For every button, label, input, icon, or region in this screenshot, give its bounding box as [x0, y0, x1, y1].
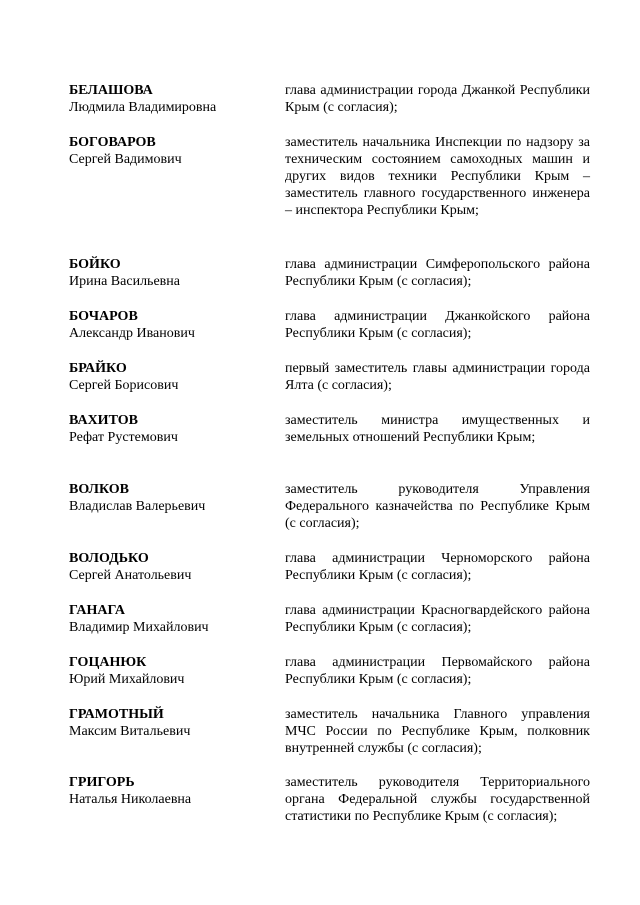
member-given-name: Сергей Борисович: [69, 378, 179, 393]
member-role: заместитель начальника Инспекции по надзору за техническим состоянием самоходных машин и других видов техники Республики Крым – заместитель главного государственного инженера – инспектора Республики Крым;: [285, 135, 590, 218]
member-role: глава администрации Симферопольского района Республики Крым (с согласия);: [285, 257, 590, 289]
member-person: [69, 654, 274, 688]
member-role: глава администрации Черноморского района Республики Крым (с согласия);: [285, 551, 590, 583]
member-given-name: Рефат Рустемович: [69, 430, 178, 445]
member-role: первый заместитель главы администрации города Ялта (с согласия);: [285, 361, 590, 393]
member-person: [69, 82, 274, 116]
member-person: [69, 774, 274, 808]
member-surname: БРАЙКО: [69, 361, 127, 376]
member-surname: БОЙКО: [69, 257, 121, 272]
member-surname: ГРИГОРЬ: [69, 775, 135, 790]
member-surname: ГРАМОТНЫЙ: [69, 707, 164, 722]
member-role: глава администрации города Джанкой Республики Крым (с согласия);: [285, 83, 590, 115]
member-person: [69, 602, 274, 636]
member-given-name: Владислав Валерьевич: [69, 499, 206, 514]
member-role: глава администрации Красногвардейского района Республики Крым (с согласия);: [285, 603, 590, 635]
member-surname: ВОЛОДЬКО: [69, 551, 149, 566]
member-given-name: Наталья Николаевна: [69, 792, 192, 807]
member-role: глава администрации Первомайского района Республики Крым (с согласия);: [285, 655, 590, 687]
member-person: [69, 360, 274, 394]
member-surname: ВАХИТОВ: [69, 413, 138, 428]
member-person: [69, 412, 274, 446]
member-person: [69, 134, 274, 168]
member-role: заместитель руководителя Управления Федерального казначейства по Республике Крым (с согласия);: [285, 482, 590, 531]
member-surname: ГОЦАНЮК: [69, 655, 147, 670]
member-given-name: Владимир Михайлович: [69, 620, 209, 635]
member-surname: БЕЛАШОВА: [69, 83, 153, 98]
member-given-name: Людмила Владимировна: [69, 100, 217, 115]
member-role: глава администрации Джанкойского района Республики Крым (с согласия);: [285, 309, 590, 341]
member-role: заместитель министра имущественных и земельных отношений Республики Крым;: [285, 413, 590, 445]
member-person: [69, 256, 274, 290]
member-role: заместитель руководителя Территориального органа Федеральной службы государственной статистики по Республике Крым (с согласия);: [285, 775, 590, 824]
member-surname: ВОЛКОВ: [69, 482, 129, 497]
member-given-name: Сергей Вадимович: [69, 152, 182, 167]
member-surname: БОГОВАРОВ: [69, 135, 156, 150]
member-given-name: Максим Витальевич: [69, 724, 191, 739]
member-person: [69, 481, 274, 515]
member-surname: ГАНАГА: [69, 603, 125, 618]
member-given-name: Юрий Михайлович: [69, 672, 185, 687]
member-role: заместитель начальника Главного управления МЧС России по Республике Крым, полковник внутренней службы (с согласия);: [285, 707, 590, 756]
member-person: [69, 308, 274, 342]
member-given-name: Сергей Анатольевич: [69, 568, 192, 583]
member-person: [69, 550, 274, 584]
member-given-name: Ирина Васильевна: [69, 274, 180, 289]
member-person: [69, 706, 274, 740]
member-given-name: Александр Иванович: [69, 326, 195, 341]
member-surname: БОЧАРОВ: [69, 309, 138, 324]
